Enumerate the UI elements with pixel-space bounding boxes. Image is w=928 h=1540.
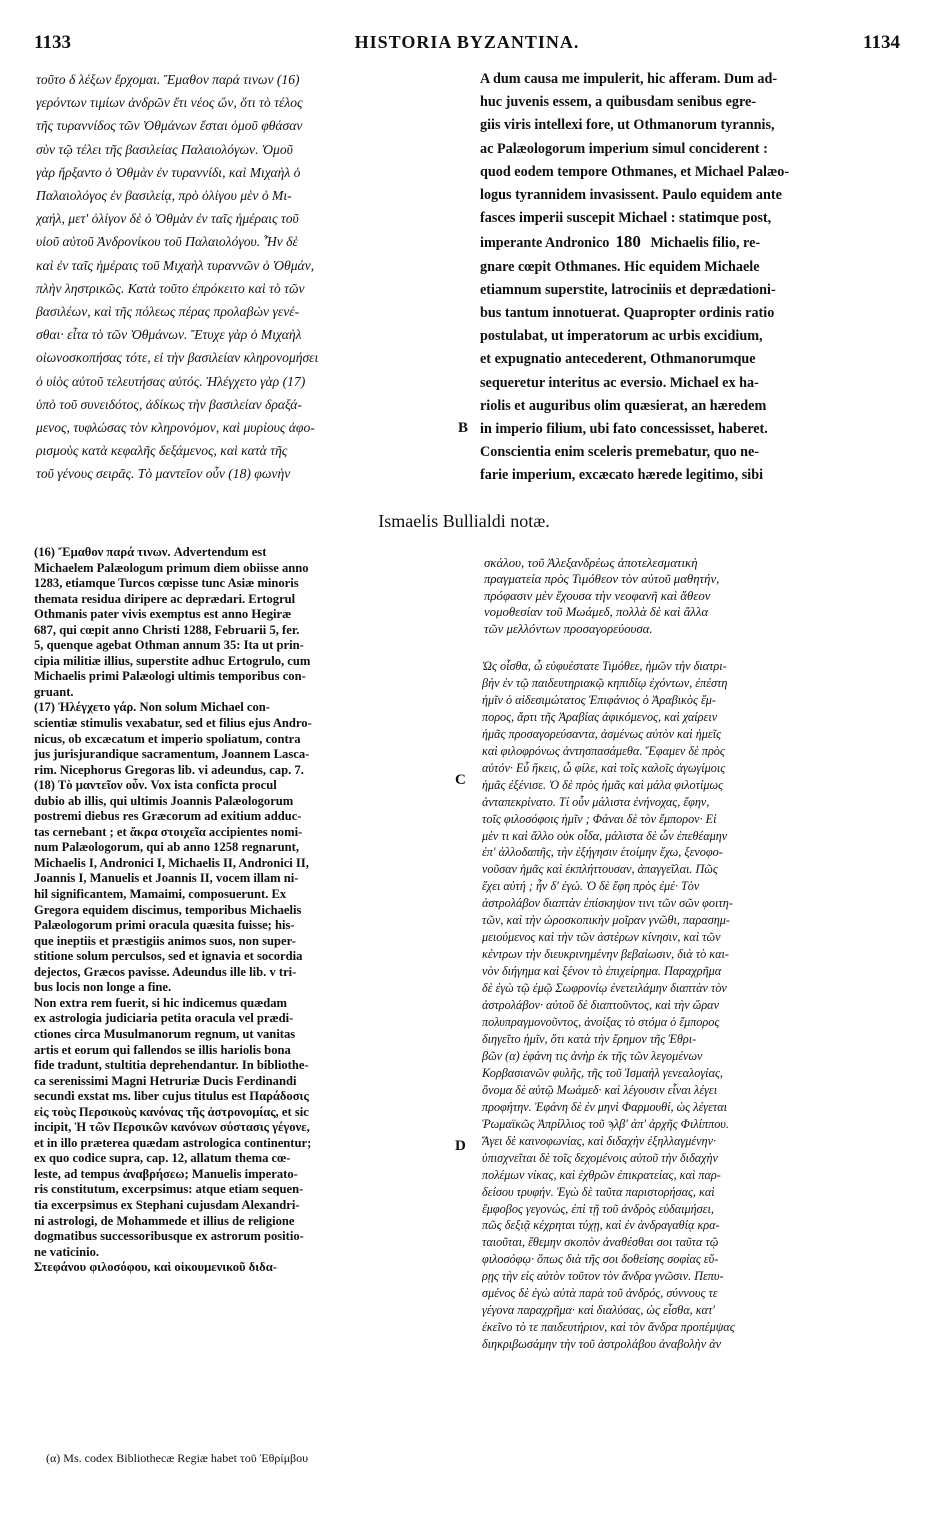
latin-text-line: postulabat, ut imperatorum ac urbis excidium, <box>480 328 763 345</box>
note-line: ne vaticinio. <box>34 1244 100 1259</box>
note-line: que ineptiis et præstigiis animos suos, non super- <box>34 933 296 948</box>
latin-text-line: farie imperium, excæcato hærede legitimo, sibi <box>480 467 764 484</box>
note-line: postremi diebus res Græcorum ad exitium adduc- <box>34 809 302 824</box>
note-line: tia excerpsimus ex Stephani cujusdam Alexandri- <box>34 1197 300 1212</box>
greek-text-line: σθαι· εἶτα τὸ τῶν Ὀθμάνων. Ἔτυχε γὰρ ὁ Μιχαὴλ <box>36 327 302 343</box>
note-title-line: πραγματεία πρὸς Τιμόθεον τὸν αὐτοῦ μαθητήν, <box>484 572 720 587</box>
notes-right-column <box>482 658 902 1353</box>
greek-text-line: Παλαιολόγος ἐν βασιλείᾳ, πρὸ ὀλίγου μὲν ὁ Μι- <box>36 188 292 204</box>
note-title-line: τῶν μελλόντων προσαγορεύουσα. <box>484 621 653 636</box>
footnote: (α) Ms. codex Bibliothecæ Regiæ habet τοῦ Ἐθρίμβου <box>46 1451 309 1465</box>
greek-text-line: ὁ υἱὸς αὐτοῦ τελευτήσας αὐτός. Ἠλέγχετο γὰρ (17) <box>36 373 306 389</box>
greek-note-line: σμένος δὲ ἐγὼ αὐτὰ παρὰ τοῦ ἀνδρός, σύννους τε <box>482 1286 718 1301</box>
greek-text-line: πλὴν ληστρικῶς. Κατὰ τοῦτο ἐπρόκειτο καὶ τὸ τῶν <box>36 280 305 296</box>
note-line: Palæologorum primi oracula quæsita fuisse; his- <box>34 918 295 933</box>
latin-text-line: bus tantum innotuerat. Quapropter ordinis ratio <box>480 305 775 322</box>
note-line: ni astrologi, de Mohammede et illius de religione <box>34 1213 295 1228</box>
greek-note-line: γέγονα παραχρῆμα· καὶ διαλύσας, ὡς εἶσθα, κατ' <box>482 1303 715 1318</box>
inline-page-number: 180 <box>615 232 641 252</box>
greek-note-line: ρῃς τὴν εἰς αὐτὸν τοῦτον τὸν ἄνδρα γνῶσιν. Πεπυ- <box>482 1269 724 1284</box>
note-line: artis et eorum qui fallendos se illis hariolis bona <box>34 1042 291 1057</box>
latin-translation-column <box>480 68 898 488</box>
greek-note-line: δείσου τρυφήν. Ἐγὼ δὲ ταῦτα παριστορήσας, καὶ <box>482 1184 715 1199</box>
page-number-left: 1133 <box>34 32 71 53</box>
note-line: themata residua diripere ac deprædari. Ertogrul <box>34 591 296 606</box>
greek-note-line: Ἄγει δὲ καινοφωνίας, καὶ διδαχὴν ἐξηλλαγμένην· <box>482 1133 717 1148</box>
note-line: εἰς τοὺς Περσικοὺς κανόνας τῆς ἀστρονομίας, et sic <box>34 1104 309 1119</box>
greek-note-line: πορος, ἄρτι τῆς Ἀραβίας ἀφικόμενος, καὶ χαίρειν <box>482 709 718 724</box>
latin-text-line: Conscientia enim sceleris premebatur, quo ne- <box>480 444 760 461</box>
greek-text-line: χαήλ, μετ' ὀλίγον δὲ ὁ Ὀθμὰν ἐν ταῖς ἡμέραις τοῦ <box>36 211 299 227</box>
greek-note-line: φιλοσόφῳ· ὅπως διὰ τῆς σοι δοθείσης σοφίας εὕ- <box>482 1252 719 1267</box>
note-line: Michaelis I, Andronici I, Michaelis II, Andronici II, <box>34 855 309 870</box>
latin-text-line: logus tyrannidem invasissent. Paulo equidem ante <box>480 187 782 204</box>
note-line: Στεφάνου φιλοσόφου, καὶ οἰκουμενικοῦ διδα- <box>34 1260 277 1275</box>
greek-note-line: δὲ ἐγὼ τῷ ἐμῷ Σωφρονίῳ ἐνετειλάμην διαπτὰν τὸν <box>482 981 727 996</box>
note-line: tas cernebant ; et ἄκρα στοιχεῖα accipientes nomi- <box>34 824 303 839</box>
latin-text-line <box>480 230 898 255</box>
margin-marker-c: C <box>455 772 466 788</box>
latin-text-fragment: imperante Andronico <box>480 235 610 252</box>
greek-note-line: τοῖς φιλοσόφοις ἡμῖν ; Φάναι δὲ τὸν ἔμπορον· Εἰ <box>482 811 717 826</box>
greek-note-line: ἐπ' ἀλλοδαπῆς, τὴν ἐξήγησιν ἑτοίμην ἔχω, ξενοφο- <box>482 845 723 860</box>
note-line: ex quo codice supra, cap. 12, allatum thema cœ- <box>34 1151 291 1166</box>
page-header <box>34 32 900 56</box>
greek-note-line: ἔμφοβος γεγονώς, ἐπὶ τῇ τοῦ ἀνδρὸς εὐδαιμήσει, <box>482 1201 714 1216</box>
latin-text-line: quod eodem tempore Othmanes, et Michael Palæo- <box>480 163 790 180</box>
greek-text-line: οἰωνοσκοπήσας τότε, εἰ τὴν βασιλείαν κληρονομήσει <box>36 350 319 366</box>
latin-text-line: gnare cœpit Othmanes. Hic equidem Michaele <box>480 258 760 275</box>
greek-text-line: γὰρ ἤρξαντο ὁ Ὀθμὰν ἐν τυραννίδι, καὶ Μιχαὴλ ὁ <box>36 164 301 180</box>
page-number-right: 1134 <box>863 32 900 53</box>
note-line: dejectos, Græcos pavisse. Adeundus ille lib. v tri- <box>34 964 297 979</box>
greek-text-line: τοῦτο δ λέξων ἔρχομαι. Ἔμαθον παρά τινων (16) <box>36 72 300 87</box>
note-line: Gregora equidem discimus, temporibus Michaelis <box>34 902 302 917</box>
note-line: scientiæ stimulis vexabatur, sed et filius ejus Andro- <box>34 716 312 731</box>
greek-text-column <box>36 68 456 486</box>
greek-text-line: ὑπὸ τοῦ συνειδότος, ἀδίκως τὴν βασιλείαν δραξά- <box>36 396 302 412</box>
note-line: (18) Τὸ μαντεῖον οὖν. Vox ista conficta procul <box>34 778 277 793</box>
greek-note-line: ἔχει αὐτή ; ἦν δ' ἐγώ. Ὁ δὲ ἔφη πρὸς ἐμέ· Τὸν <box>482 879 700 894</box>
note-line: ctiones circa Musulmanorum regnum, ut vanitas <box>34 1026 296 1041</box>
greek-note-line: Ῥωμαϊκῶς Ἀπρίλλιος τοῦ ϡλβ' ἀπ' ἀρχῆς Φιλίππου. <box>482 1116 729 1131</box>
note-line: incipit, Ἡ τῶν Περσικῶν κανόνων σύστασις γέγονε, <box>34 1120 310 1135</box>
greek-note-line: Ὡς οἶσθα, ὦ εὐφυέστατε Τιμόθεε, ἡμῶν τὴν διατρι- <box>482 659 727 673</box>
greek-note-line: βὴν ἐν τῷ παιδευτηριακῷ κηπιδίῳ ἐχόντων, ἐπέστη <box>482 675 728 690</box>
running-title: HISTORIA BYZANTINA. <box>354 32 580 52</box>
greek-note-line: πολέμων νίκας, καὶ ἐχθρῶν ἐπικρατείας, καὶ παρ- <box>482 1167 721 1182</box>
latin-text-line: ac Palæologorum imperium simul conciderent : <box>480 140 768 157</box>
notes-left-column <box>34 545 458 1276</box>
greek-text-line: υἱοῦ αὐτοῦ Ἀνδρονίκου τοῦ Παλαιολόγου. Ἦν δὲ <box>36 234 298 250</box>
greek-note-line: ὑπισχνεῖται δὲ τοῖς δεχομένοις αὐτοῦ τὴν διδαχὴν <box>482 1150 718 1165</box>
note-line: stitione solum perculsos, sed et ignavia et socordia <box>34 949 303 964</box>
note-line: secundi exstat ms. liber cujus titulus est Παράδοσις <box>34 1089 309 1104</box>
greek-note-line: αὐτόν· Εὖ ἥκεις, ὦ φίλε, καὶ τοῖς καλοῖς ἀγωγίμοις <box>482 760 726 775</box>
margin-marker-b: B <box>458 420 469 436</box>
margin-marker-d: D <box>455 1138 466 1154</box>
latin-text-line: riolis et auguribus olim quæsierat, an hæredem <box>480 397 767 414</box>
note-title-line: σκάλου, τοῦ Ἀλεξανδρέως ἀποτελεσματικὴ <box>484 556 698 570</box>
note-line: hil significantem, Mamaimi, composuerunt. Ex <box>34 887 287 902</box>
note-line: Michaelis primi Palæologi ultimis temporibus con- <box>34 669 306 684</box>
greek-note-line: κέντρων τὴν διευκρινημένην βεβαίωσιν, διὰ τὸ και- <box>482 947 729 962</box>
greek-note-line: βῶν (α) ἐφάνη τις ἀνὴρ ἐκ τῆς τῶν λεγομένων <box>482 1048 703 1063</box>
greek-note-line: νοῦσαν ἡμᾶς καὶ ἐκπλήττουσαν, ἀπαγγεῖλαι. Πῶς <box>482 862 718 877</box>
greek-note-line: προφήτην. Ἐφάνη δὲ ἐν μηνὶ Φαρμουθί, ὡς λέγεται <box>482 1099 728 1114</box>
note-line: jus jurisjurandique sacramentum, Joannem Lasca- <box>34 747 310 762</box>
note-line: ris constitutum, excerpsimus: atque etiam sequen- <box>34 1182 304 1197</box>
note-line: et in illo præterea quædam astrologica continentur; <box>34 1135 312 1150</box>
greek-text-line: τοῦ γένους σειρᾶς. Τὸ μαντεῖον οὖν (18) φωνὴν <box>36 466 291 482</box>
greek-note-line: Κορβασιανῶν φυλῆς, τῆς τοῦ Ἰσμαὴλ γενεαλογίας, <box>482 1065 723 1080</box>
latin-text-line: giis viris intellexi fore, ut Othmanorum tyrannis, <box>480 117 775 134</box>
note-line: rim. Nicephorus Gregoras lib. vi adeundus, cap. 7. <box>34 762 304 777</box>
greek-text-line: καὶ ἐν ταῖς ἡμέραις τοῦ Μιχαὴλ τυραννῶν ὁ Ὀθμάν, <box>36 257 315 273</box>
note-line: 1283, etiamque Turcos cœpisse tunc Asiæ minoris <box>34 576 299 591</box>
greek-note-line: μειούμενος καὶ τὴν τῶν ἀστέρων κίνησιν, καὶ τῶν <box>482 930 721 945</box>
note-title-line: νομοθεσίαν τοῦ Μωάμεδ, πολλὰ δὲ καὶ ἄλλα <box>484 605 709 620</box>
note-line: gruant. <box>34 684 74 699</box>
note-line: Othmanis pater vivis exemptus est anno Hegiræ <box>34 607 292 622</box>
greek-text-line: βασιλέων, καὶ τῆς πόλεως πέρας προλαβὼν γενέ- <box>36 304 300 320</box>
greek-note-line: πολυπραγμονοῦντος, ἀνοίξας τὸ στόμα ὁ ἔμπορος <box>482 1015 720 1030</box>
greek-note-line: καὶ φιλοφρόνως ἀντησπασάμεθα. Ἔφαμεν δὲ πρὸς <box>482 743 725 758</box>
section-title: Ismaelis Bullialdi notæ. <box>378 511 550 531</box>
note-line: (17) Ἠλέγχετο γάρ. Non solum Michael con- <box>34 700 270 715</box>
greek-note-line: ἡμᾶς ἐξένισε. Ὁ δὲ πρὸς ἡμᾶς καὶ μάλα φιλοτίμως <box>482 777 724 792</box>
greek-note-line: διηκριβωσάμην τὴν τοῦ ἀστρολάβου ἀναβολὴν ἀν <box>482 1337 721 1352</box>
greek-note-line: μὲν τι καὶ ἄλλο οὐκ οἶδα, μάλιστα δὲ ὧν ἐπεθέαμην <box>482 828 728 843</box>
greek-note-line: ἀνταπεκρίνατο. Τί οὖν μάλιστα ἐνήνοχας, ἔφην, <box>482 794 710 809</box>
latin-text-line: et expugnatio antecederent, Othmanorumque <box>480 351 756 368</box>
note-line: Joannis I, Manuelis et Joannis II, vocem illam ni- <box>34 871 299 886</box>
note-line: 5, quenque agebat Othman annum 35: Ita ut prin- <box>34 638 304 653</box>
greek-note-line: ὄνομα δὲ αὐτῷ Μωάμεδ· καὶ λέγουσιν εἶναι λέγει <box>482 1082 718 1097</box>
greek-note-line: ἐκεῖνο τὸ τε παιδευτήριον, καὶ τὸν ἄνδρα προπέμψας <box>482 1320 735 1335</box>
greek-text-line: τῆς τυραννίδος τῶν Ὀθμάνων ἔσται ὁμοῦ φθάσαν <box>36 118 303 134</box>
greek-text-line: μενος, τυφλώσας τὸν κληρονόμον, καὶ μυρίους ἀφο- <box>36 420 315 436</box>
greek-text-line: γερόντων τιμίων ἀνδρῶν ἔτι νέος ὤν, ὅτι τὸ τέλος <box>36 95 303 111</box>
latin-text-line: A dum causa me impulerit, hic afferam. Dum ad- <box>480 71 778 87</box>
greek-note-line: ἡμᾶς προσαγορεύσαντα, ἀσμένως αὐτὸν καὶ ἡμεῖς <box>482 726 722 741</box>
greek-text-line: σὺν τῷ τέλει τῆς βασιλείας Παλαιολόγων. Ὁμοῦ <box>36 141 293 157</box>
latin-text-fragment: Michaelis filio, re- <box>646 235 761 252</box>
note-line: fide tradunt, stultitia deprehendantur. In bibliothe- <box>34 1058 309 1073</box>
greek-note-line: ἀστρολάβον· αὐτοῦ δὲ διαπτοῦντος, καὶ τὴν ὥραν <box>482 998 719 1013</box>
latin-text-line: fasces imperii suscepit Michael : statimque post, <box>480 210 772 227</box>
greek-note-line: διηγεῖτο ἡμῖν, ὅτι κατὰ τὴν ἔρημον τῆς Ἐθρι- <box>482 1031 697 1046</box>
latin-text-line: huc juvenis essem, a quibusdam senibus egre- <box>480 94 757 111</box>
note-line: dogmatibus successoribusque ex astrorum positio- <box>34 1229 304 1244</box>
note-line: ca serenissimi Magni Hetruriæ Ducis Ferdinandi <box>34 1073 297 1088</box>
note-line: Non extra rem fuerit, si hic indicemus quædam <box>34 995 288 1010</box>
note-title-line: πρόφασιν μὲν ἔχουσα τὴν νεοφανῆ καὶ ἄθεον <box>484 588 711 603</box>
greek-text-line: ρισμοὺς κατὰ κεφαλῆς δεξάμενος, καὶ κατὰ τῆς <box>36 443 288 459</box>
note-line: leste, ad tempus ἀναβρήσεω; Manuelis imperato- <box>34 1166 298 1181</box>
note-line: bus locis non longe a fine. <box>34 980 172 995</box>
greek-note-line: τῶν, καὶ τὴν ὡροσκοπικὴν μοῖραν γνῶθι, παρασημ- <box>482 913 730 928</box>
greek-note-line: ἀστρολάβον διαπτὰν ἐπίσκηψον τινι τῶν σῶν φοιτη- <box>482 896 733 911</box>
latin-text-line: sequeretur interitus ac eversio. Michael ex ha- <box>480 374 759 391</box>
latin-text-line: in imperio filium, ubi fato concessisset, haberet. <box>480 421 768 438</box>
greek-note-line: ἡμῖν ὁ αἰδεσιμώτατος Ἐπιφάνιος ὁ Ἀραβικὸς ἔμ- <box>482 692 716 707</box>
note-line: cipia militiæ illius, superstite adhuc Ertogrulo, cum <box>34 653 311 668</box>
greek-note-line: νὸν διήγημα καὶ ξένον τὸ ἐπιχείρημα. Παραχρῆμα <box>482 964 722 979</box>
note-line: ex astrologia judiciaria petita oracula vel prædi- <box>34 1011 294 1026</box>
greek-note-line: ταιοῦται, ἔθεμην σκοπὸν ἀναθέσθαι σοι ταῦτα τῷ <box>482 1235 719 1250</box>
note-line: 687, qui cœpit anno Christi 1288, Februarii 5, fer. <box>34 622 300 637</box>
notes-right-title <box>484 555 900 637</box>
note-line: nicus, ob excæcatum et imperio spoliatum, contra <box>34 731 301 746</box>
note-line: Michaelem Palæologum primum diem obiisse anno <box>34 560 309 575</box>
note-line: num Palæologorum, qui ab anno 1258 regnarunt, <box>34 840 299 855</box>
latin-text-line: etiamnum superstite, latrociniis et deprædationi- <box>480 281 776 298</box>
note-line: (16) Ἔμαθον παρά τινων. Advertendum est <box>34 545 267 559</box>
note-line: dubio ab illis, qui ultimis Joannis Palæologorum <box>34 793 294 808</box>
greek-note-line: πῶς δεξιᾷ κέχρηται τύχῃ, καὶ ἐν ἀνδραγαθίᾳ κρα- <box>482 1218 720 1233</box>
